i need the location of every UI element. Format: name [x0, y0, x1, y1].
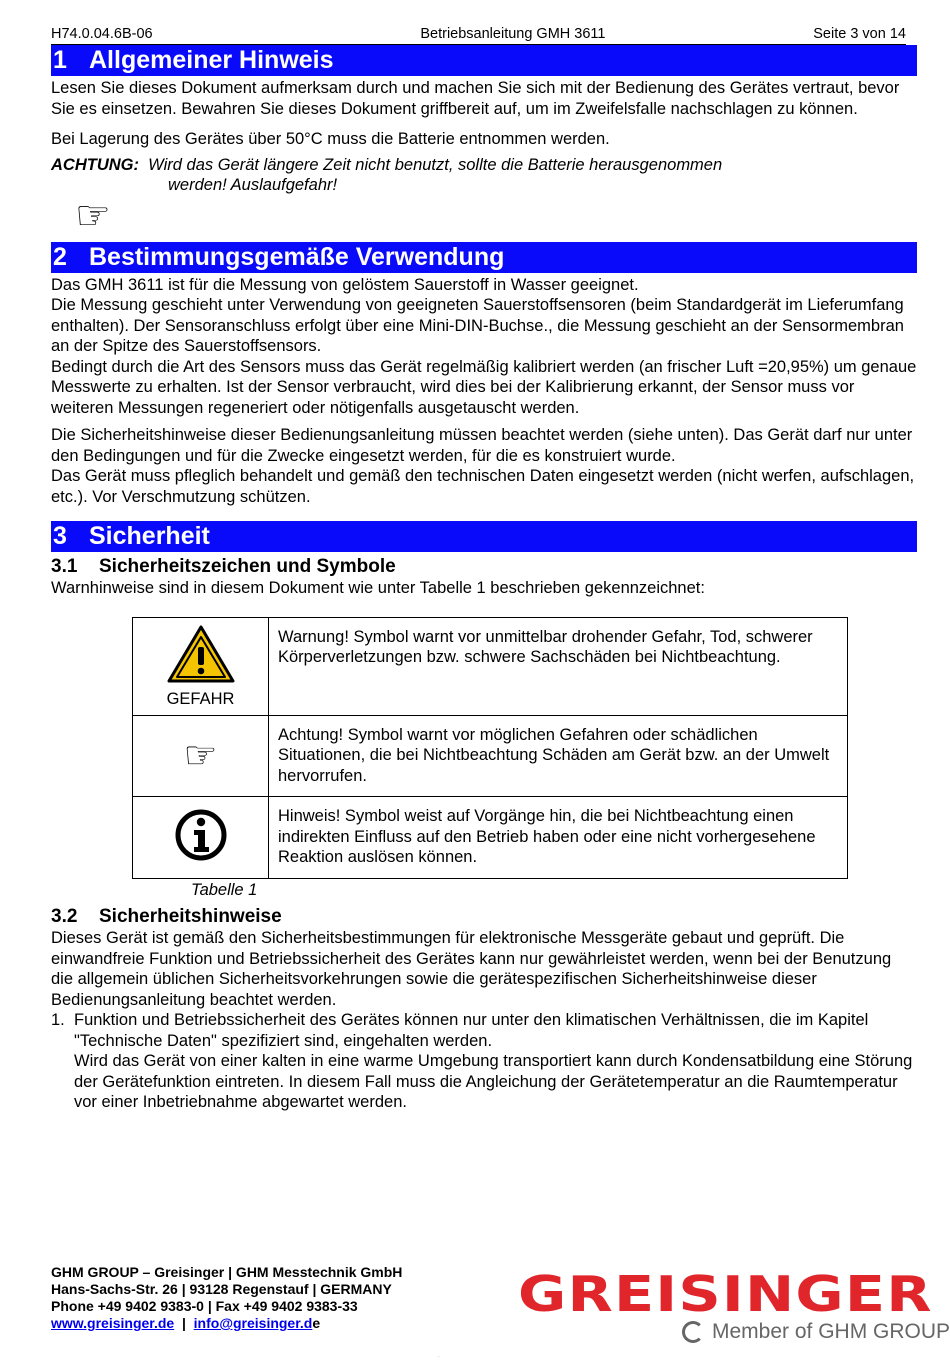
info-icon — [174, 806, 228, 864]
info-cell — [133, 797, 269, 879]
logo-wordmark: GREISINGER — [518, 1266, 933, 1323]
table-row — [133, 797, 848, 879]
footer-line-4: www.greisinger.de | info@greisinger.de — [51, 1315, 321, 1331]
footer-line-2: Hans-Sachs-Str. 26 | 93128 Regenstauf | GERMANY — [51, 1281, 392, 1297]
achtung-text-2: werden! Auslaufgefahr! — [168, 176, 338, 194]
running-header — [51, 26, 906, 45]
section-3-heading: 3 Sicherheit — [51, 521, 917, 552]
warning-text: Warnung! Symbol warnt vor unmittelbar drohender Gefahr, Tod, schwerer Körperverletzungen bzw. schwere Sachschäden bei Nichtbeachtung. — [269, 617, 848, 715]
pointing-hand-icon: ☞ — [183, 734, 218, 777]
table-row — [133, 715, 848, 797]
achtung-label: ACHTUNG: — [51, 155, 139, 174]
list-item — [51, 1010, 917, 1113]
section-2-paragraph-3: Bedingt durch die Art des Sensors muss das Gerät regelmäßig kalibriert werden (an frischer Luft =20,95%) um genaue Messwerte zu erhalten. Ist der Sensor verbraucht, wird dies bei der Kalibrierung erkannt, der Sensor muss vor weiteren Messungen regeneriert oder nötigenfalls ausgetauscht werden. — [51, 357, 917, 417]
footer-line-1: GHM GROUP – Greisinger | GHM Messtechnik GmbH — [51, 1264, 403, 1280]
achtung-cell — [133, 715, 269, 797]
section-3-2-heading: 3.2 Sicherheitshinweise — [51, 906, 282, 927]
section-2-paragraph-1: Das GMH 3611 ist für die Messung von gelöstem Sauerstoff in Wasser geeignet. — [51, 275, 639, 294]
table-caption: Tabelle 1 — [191, 880, 258, 899]
section-3-1-heading: 3.1 Sicherheitszeichen und Symbole — [51, 556, 396, 577]
logo-subtitle: Member of GHM GROUP — [682, 1320, 950, 1344]
email-link[interactable]: info@greisinger.d — [193, 1315, 313, 1331]
list-item-text-2: Wird das Gerät von einer kalten in eine warme Umgebung transportiert kann durch Kondensatbildung eine Störung der Gerätefunktion eintreten. In diesem Fall muss die Angleichung der Gerätetemperatur an die Raumtemperatur vor einer Inbetriebnahme abgewartet werden. — [74, 1052, 913, 1111]
list-number: 1. — [51, 1011, 65, 1029]
doc-code: H74.0.04.6B-06 — [51, 26, 153, 42]
page — [51, 26, 917, 1113]
section-2-paragraph-5: Das Gerät muss pfleglich behandelt und gemäß den technischen Daten eingesetzt werden (nicht werfen, aufschlagen, etc.). Vor Verschmutzung schützen. — [51, 467, 915, 506]
symbol-table — [132, 617, 848, 879]
list-item-text-1: Funktion und Betriebssicherheit des Gerätes können nur unter den klimatischen Verhältnissen, die im Kapitel "Technische Daten" spezifiziert sind, eingehalten werden. — [74, 1011, 869, 1050]
achtung-note — [51, 155, 917, 196]
warning-cell — [133, 617, 269, 715]
table-row — [133, 617, 848, 715]
footer-line-3: Phone +49 9402 9383-0 | Fax +49 9402 9383-33 — [51, 1298, 358, 1314]
doc-title: Betriebsanleitung GMH 3611 — [420, 26, 606, 42]
section-3-2-paragraph: Dieses Gerät ist gemäß den Sicherheitsbestimmungen für elektronische Messgeräte gebaut und geprüft. Die einwandfreie Funktion und Betriebssicherheit des Gerätes kann nur gewährleistet werden, wenn bei der Benutzung die allgemein üblichen Sicherheitsvorkehrungen sowie die gerätespezifischen Sicherheitshinweise dieser Bedienungsanleitung beachtet werden. — [51, 929, 892, 1009]
page-dot: . — [438, 1353, 440, 1359]
section-2-paragraph-2: Die Messung geschieht unter Verwendung von geeigneten Sauerstoffsensoren (beim Standardgerät im Lieferumfang enthalten). Der Sensoranschluss erfolgt über eine Mini-DIN-Buchse., die Messung geschieht an der Sensormembran an der Spitze des Sauerstoffsensors. — [51, 296, 904, 355]
achtung-text: Achtung! Symbol warnt vor möglichen Gefahren oder schädlichen Situationen, die bei Nichtbeachtung Schäden am Gerät bzw. an der Umwelt hervorrufen. — [269, 715, 848, 797]
footer-address — [51, 1264, 402, 1332]
hinweis-text: Hinweis! Symbol weist auf Vorgänge hin, die bei Nichtbeachtung einen indirekten Einfluss auf den Betrieb haben oder eine nicht vorhergesehene Reaktion auslösen können. — [269, 797, 848, 879]
section-2-paragraph-4: Die Sicherheitshinweise dieser Bedienungsanleitung müssen beachtet werden (siehe unten). Das Gerät darf nur unter den Bedingungen und für die Zwecke eingesetzt werden, für die es konstruiert wurde. — [51, 426, 913, 465]
ghm-ring-icon — [682, 1321, 704, 1343]
section-1-heading: 1 Allgemeiner Hinweis — [51, 45, 917, 76]
gefahr-label: GEFAHR — [166, 689, 235, 708]
section-1-paragraph-1: Lesen Sie dieses Dokument aufmerksam durch und machen Sie sich mit der Bedienung des Gerätes vertraut, bevor Sie es einsetzen. Bewahren Sie dieses Dokument griffbereit auf, um im Zweifelsfalle nachschlagen zu können. — [51, 79, 900, 118]
pointing-hand-icon: ☞ — [75, 193, 111, 238]
achtung-text-1: Wird das Gerät längere Zeit nicht benutzt, sollte die Batterie herausgenommen — [148, 155, 723, 174]
warning-triangle-icon — [165, 623, 237, 685]
section-1-paragraph-2: Bei Lagerung des Gerätes über 50°C muss die Batterie entnommen werden. — [51, 130, 610, 148]
website-link[interactable]: www.greisinger.de — [51, 1315, 175, 1331]
section-2-heading: 2 Bestimmungsgemäße Verwendung — [51, 242, 917, 273]
greisinger-logo — [518, 1266, 950, 1348]
page-number: Seite 3 von 14 — [813, 26, 906, 42]
section-3-1-intro: Warnhinweise sind in diesem Dokument wie unter Tabelle 1 beschrieben gekennzeichnet: — [51, 579, 705, 597]
